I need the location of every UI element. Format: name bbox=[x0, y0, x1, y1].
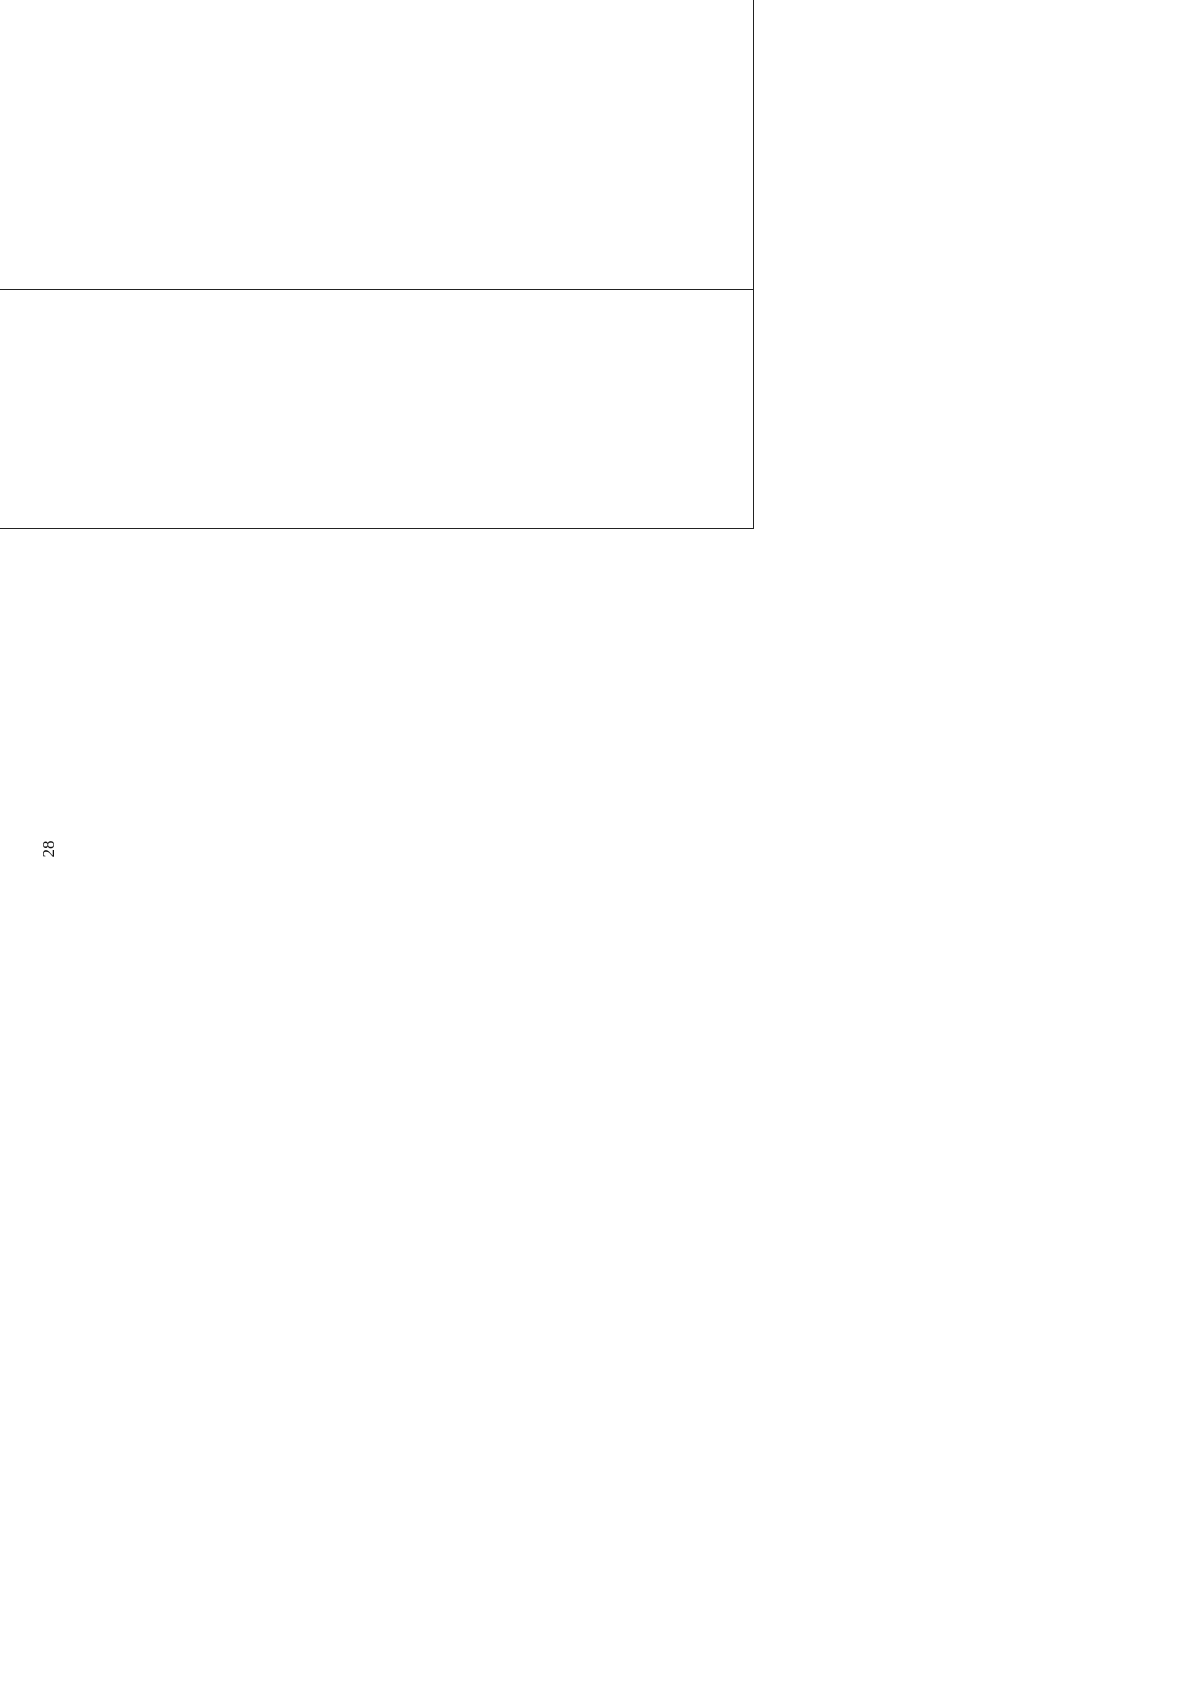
page-number: 28 bbox=[39, 840, 58, 858]
table-row bbox=[447, 0, 574, 529]
table-row bbox=[0, 0, 14, 529]
cell-col2 bbox=[447, 0, 574, 290]
rotated-table-container bbox=[0, 0, 771, 529]
table-row bbox=[574, 0, 754, 529]
table-row bbox=[14, 0, 144, 529]
cell-col2 bbox=[574, 0, 754, 290]
cell-col2 bbox=[296, 0, 447, 290]
table-row bbox=[144, 0, 296, 529]
cell-col1 bbox=[296, 290, 447, 529]
cell-col1 bbox=[144, 290, 296, 529]
table-row bbox=[296, 0, 447, 529]
cell-col1 bbox=[0, 290, 14, 529]
cell-col2 bbox=[144, 0, 296, 290]
budget-table bbox=[0, 0, 754, 529]
cell-col1 bbox=[447, 290, 574, 529]
cell-col2 bbox=[14, 0, 144, 290]
cell-col1 bbox=[574, 290, 754, 529]
cell-col1 bbox=[14, 290, 144, 529]
cell-col2 bbox=[0, 0, 14, 290]
